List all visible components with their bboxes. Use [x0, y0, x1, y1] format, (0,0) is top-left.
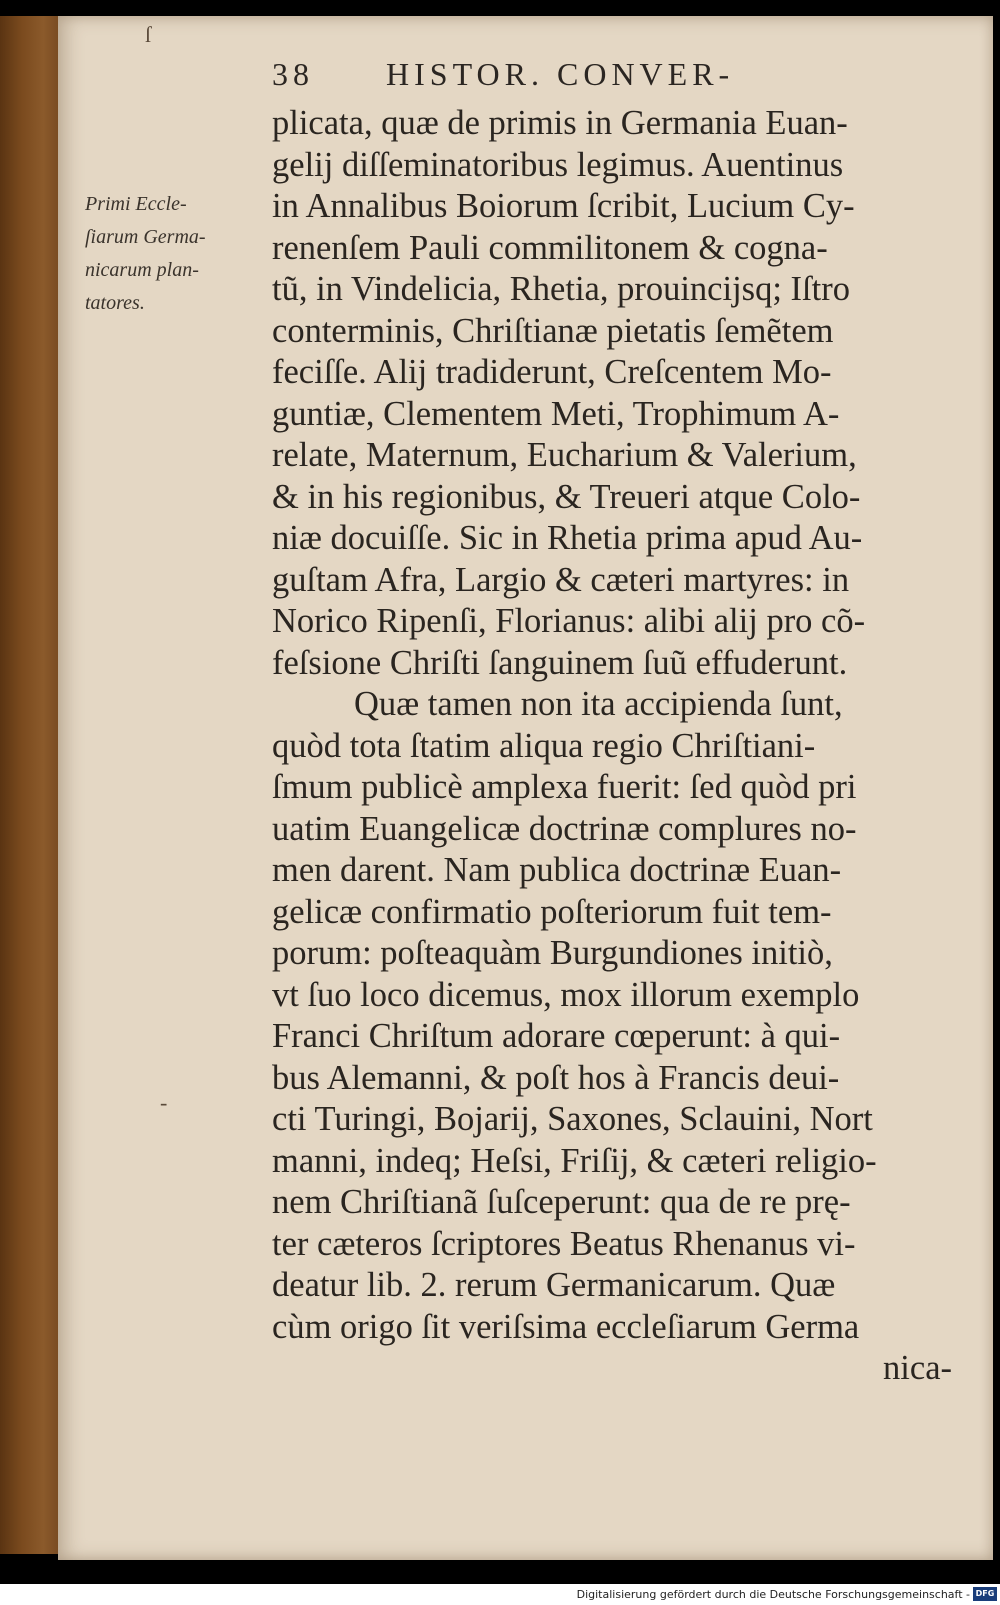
text-line: plicata, quæ de primis in Germania Euan- [272, 104, 848, 142]
text-line: deatur lib. 2. rerum Germanicarum. Quæ [272, 1266, 836, 1304]
running-head [272, 56, 832, 98]
text-line: Franci Chriſtum adorare cœperunt: à qui- [272, 1017, 841, 1055]
running-title: HISTOR. CONVER- [386, 56, 735, 92]
text-line: nem Chriſtianã ſuſceperunt: qua de re prę- [272, 1183, 851, 1221]
margin-note-line: ſiarum Germa- [85, 226, 206, 248]
text-line: ter cæteros ſcriptores Beatus Rhenanus vi- [272, 1224, 856, 1263]
text-line: tũ, in Vindelicia, Rhetia, prouincijsq; Iſtro [272, 270, 850, 308]
body-text [272, 103, 962, 1390]
text-line: vt ſuo loco dicemus, mox illorum exemplo [272, 975, 860, 1014]
text-line: bus Alemanni, & poſt hos à Francis deui- [272, 1058, 840, 1097]
digitization-footer [0, 1584, 1000, 1605]
margin-note-line: nicarum plan- [85, 259, 199, 281]
text-line: in Annalibus Boiorum ſcribit, Lucium Cy- [272, 187, 855, 225]
margin-note [85, 188, 257, 320]
dfg-logo: DFG [973, 1587, 997, 1601]
catchword: nica- [883, 1349, 952, 1387]
text-line: gelicæ confirmatio poſteriorum fuit tem- [272, 892, 832, 931]
text-line: porum: poſteaquàm Burgundiones initiò, [272, 934, 833, 972]
text-line: quòd tota ſtatim aliqua regio Chriſtiani- [272, 726, 816, 765]
page-number: 38 [272, 56, 314, 92]
text-line: men darent. Nam publica doctrinæ Euan- [272, 851, 842, 889]
text-line: feſsione Chriſti ſanguinem ſuũ effuderunt. [272, 643, 848, 682]
text-line: gelij diſſeminatoribus legimus. Auentinus [272, 145, 844, 184]
text-line: niæ docuiſſe. Sic in Rhetia prima apud Au- [272, 519, 863, 557]
text-line: conterminis, Chriſtianæ pietatis ſemẽtem [272, 311, 834, 350]
text-line: renenſem Pauli commilitonem & cogna- [272, 228, 828, 267]
text-line: & in his regionibus, & Treueri atque Colo- [272, 477, 861, 516]
margin-note-line: tatores. [85, 292, 145, 314]
text-line: cti Turingi, Bojarij, Saxones, Sclauini, Nort [272, 1100, 873, 1138]
text-line: feciſſe. Alij tradiderunt, Creſcentem Mo- [272, 353, 832, 391]
text-line: Norico Ripenſi, Florianus: alibi alij pro cõ- [272, 602, 866, 640]
pencil-dash: - [160, 1090, 168, 1115]
text-line: guntiæ, Clementem Meti, Trophimum A- [272, 394, 840, 433]
funding-credit: Digitalisierung gefördert durch die Deutsche Forschungsgemeinschaft - [576, 1588, 970, 1601]
pencil-mark: ſ [145, 22, 152, 47]
text-line: cùm origo ſit veriſsima eccleſiarum Germa [272, 1307, 860, 1346]
text-line: manni, indeq; Heſsi, Friſij, & cæteri religio- [272, 1141, 877, 1180]
margin-note-line: Primi Eccle- [85, 193, 187, 215]
text-line: uatim Euangelicæ doctrinæ complures no- [272, 809, 857, 848]
text-line: Quæ tamen non ita accipienda ſunt, [354, 685, 843, 723]
text-line: relate, Maternum, Eucharium & Valerium, [272, 436, 857, 474]
text-line: guſtam Afra, Largio & cæteri martyres: in [272, 560, 850, 599]
text-line: ſmum publicè amplexa fuerit: ſed quòd pri [272, 768, 857, 806]
